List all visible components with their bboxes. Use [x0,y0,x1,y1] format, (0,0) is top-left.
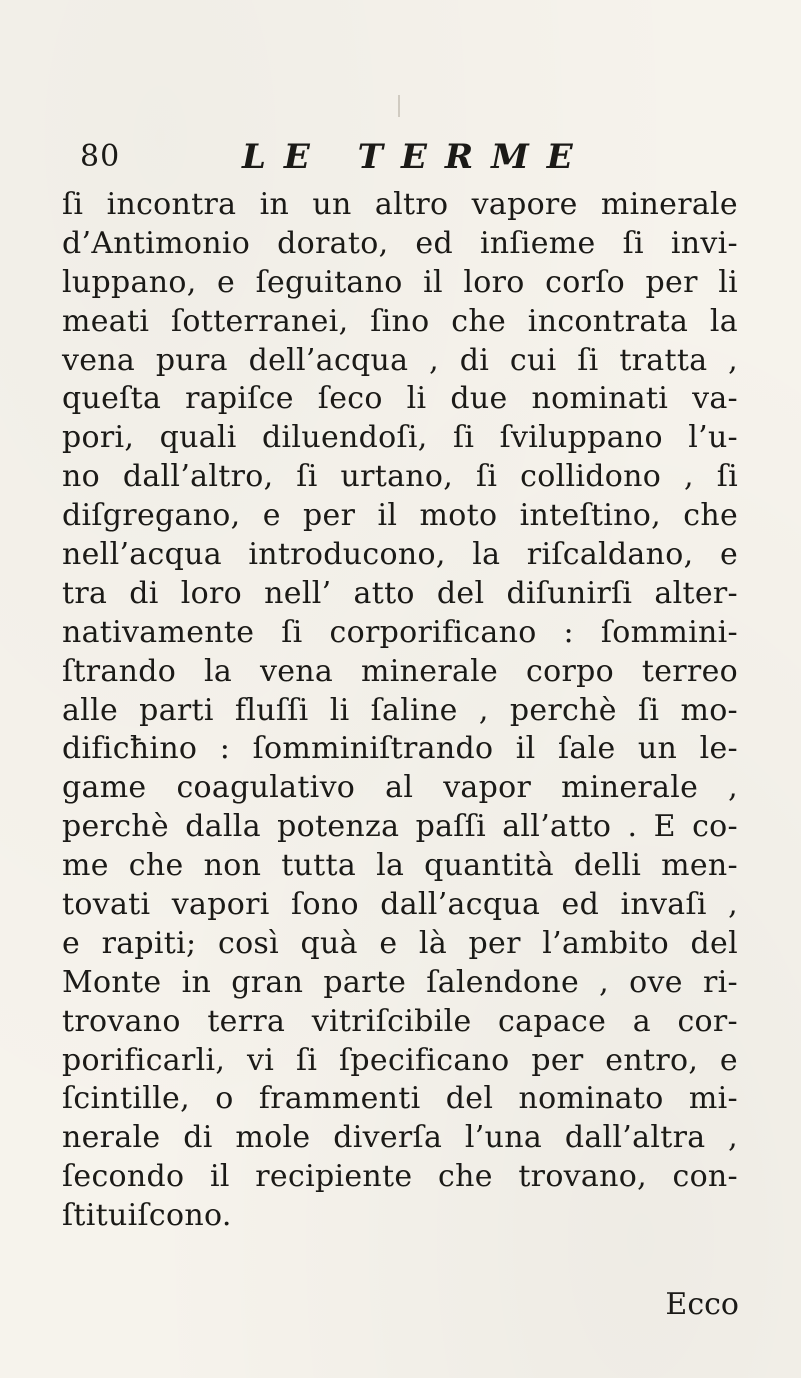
text-line: me che non tutta la quantità delli men- [62,848,738,884]
page-number: 80 [80,139,121,174]
paper-crease [398,95,400,117]
text-line: ſecondo il recipiente che trovano, con- [62,1159,738,1195]
text-line: porificarli, vi ſi ſpecificano per entro, e [62,1042,738,1078]
catchword: Ecco [665,1287,739,1322]
text-line: nerale di mole diverſa l’una dall’altra , [62,1120,738,1156]
running-title: LE TERME [242,137,591,177]
body-text [62,186,738,1236]
text-line: e rapiti; così quà e là per l’ambito del [62,925,738,961]
text-line: d’Antimonio dorato, ed inſieme ſi invi- [62,225,738,261]
text-line: tra di loro nell’ atto del diſunirſi alter- [62,575,738,611]
text-line: nativamente ſi corporificano : ſommini- [62,614,738,650]
text-line: alle parti fluſſi li ſaline , perchè ſi mo- [62,692,738,728]
text-line: luppano, e ſeguitano il loro corſo per li [62,264,738,300]
text-line: dificħino : ſomminiſtrando il ſale un le- [62,731,738,767]
text-line: ſi incontra in un altro vapore minerale [62,187,738,222]
text-line: meati ſotterranei, ſino che incontrata la [62,303,738,339]
text-line: queſta rapiſce ſeco li due nominati va- [62,381,738,417]
text-line: Monte in gran parte ſalendone , ove ri- [62,964,738,1000]
text-line: no dall’altro, ſi urtano, ſi collidono , ſi [62,459,738,495]
text-line: pori, quali diluendoſi, ſi ſviluppano l’u- [62,420,738,456]
text-line: vena pura dell’acqua , di cui ſi tratta , [62,342,738,378]
text-line: tovati vapori ſono dall’acqua ed invaſi , [62,887,738,923]
text-line: ſtituiſcono. [62,1198,232,1234]
text-line: ſtrando la vena minerale corpo terreo [62,653,738,689]
text-line: perchè dalla potenza paſſi all’atto . E co- [62,809,738,845]
page-header [80,137,720,185]
text-line: game coagulativo al vapor minerale , [62,770,738,806]
text-line: diſgregano, e per il moto inteſtino, che [62,498,738,534]
text-line: ſcintille, o frammenti del nominato mi- [62,1081,738,1117]
text-line: trovano terra vitriſcibile capace a cor- [62,1003,738,1039]
text-line: nell’acqua introducono, la riſcaldano, e [62,537,738,573]
